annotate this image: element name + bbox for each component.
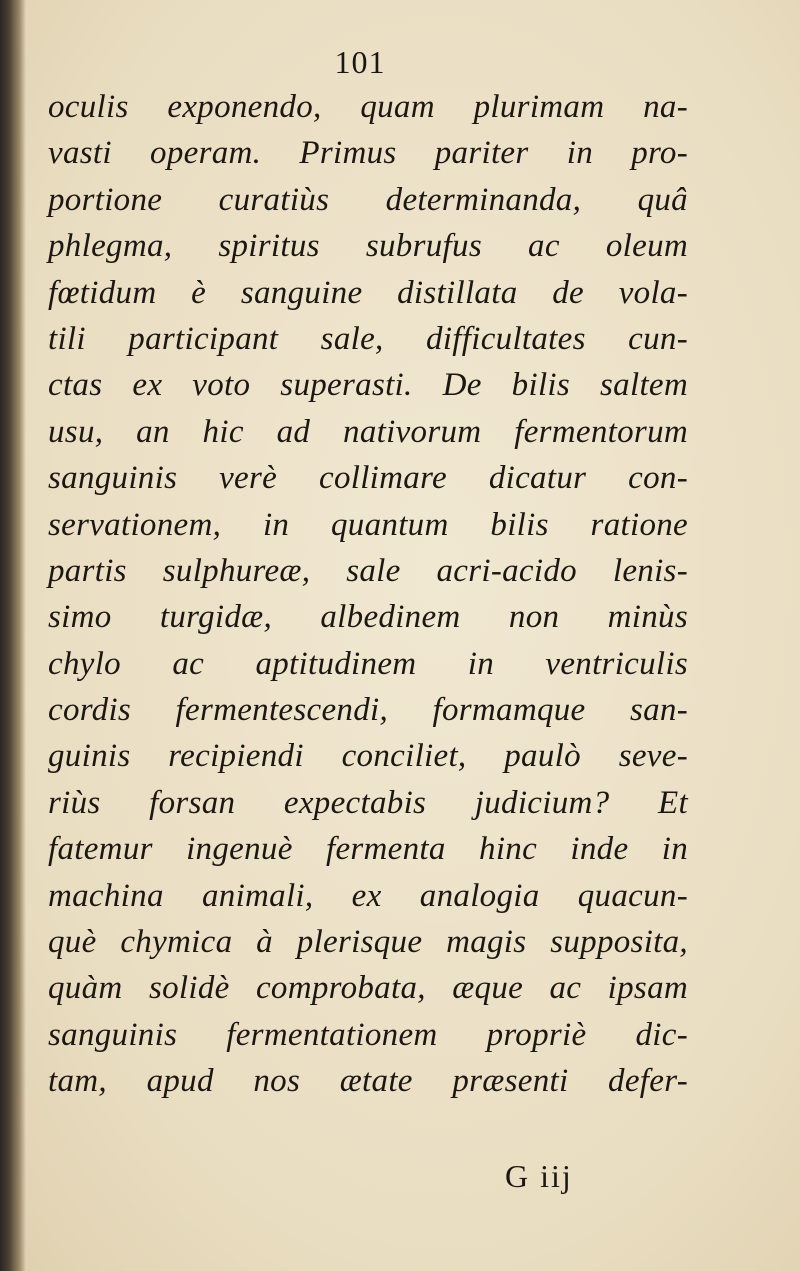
text-line: què chymica à plerisque magis supposita, [48,924,688,961]
text-line: cordis fermentescendi, formamque san- [48,692,688,729]
page-number: 101 [334,44,386,80]
text-line: chylo ac aptitudinem in ventriculis [48,645,688,682]
text-line: tili participant sale, difficultates cun- [48,320,688,357]
book-gutter [0,0,26,1271]
text-line: ctas ex voto superasti. De bilis saltem [48,367,688,404]
text-line: servationem, in quantum bilis ratione [48,506,688,543]
body-text [48,84,688,1105]
text-line: phlegma, spiritus subrufus ac oleum [48,228,688,265]
signature-mark: G iij [505,1158,573,1194]
text-line: guinis recipiendi conciliet, paulò seve- [48,738,688,775]
text-line: oculis exponendo, quam plurimam na- [48,89,688,125]
text-line: quàm solidè comprobata, æque ac ipsam [48,970,688,1007]
text-line: sanguinis verè collimare dicatur con- [48,460,688,497]
text-line: machina animali, ex analogia quacun- [48,877,688,914]
text-line: vasti operam. Primus pariter in pro- [48,135,688,172]
text-line: sanguinis fermentationem propriè dic- [48,1016,688,1053]
text-line: fatemur ingenuè fermenta hinc inde in [48,831,688,868]
text-line: partis sulphureæ, sale acri-acido lenis- [48,552,688,589]
text-line: riùs forsan expectabis judicium? Et [48,784,688,821]
text-line: tam, apud nos ætate præsenti defer- [48,1063,688,1100]
text-line: usu, an hic ad nativorum fermentorum [48,413,688,450]
text-line: simo turgidæ, albedinem non minùs [48,599,688,636]
text-line: portione curatiùs determinanda, quâ [48,181,688,218]
text-line: fœtidum è sanguine distillata de vola- [48,274,688,311]
